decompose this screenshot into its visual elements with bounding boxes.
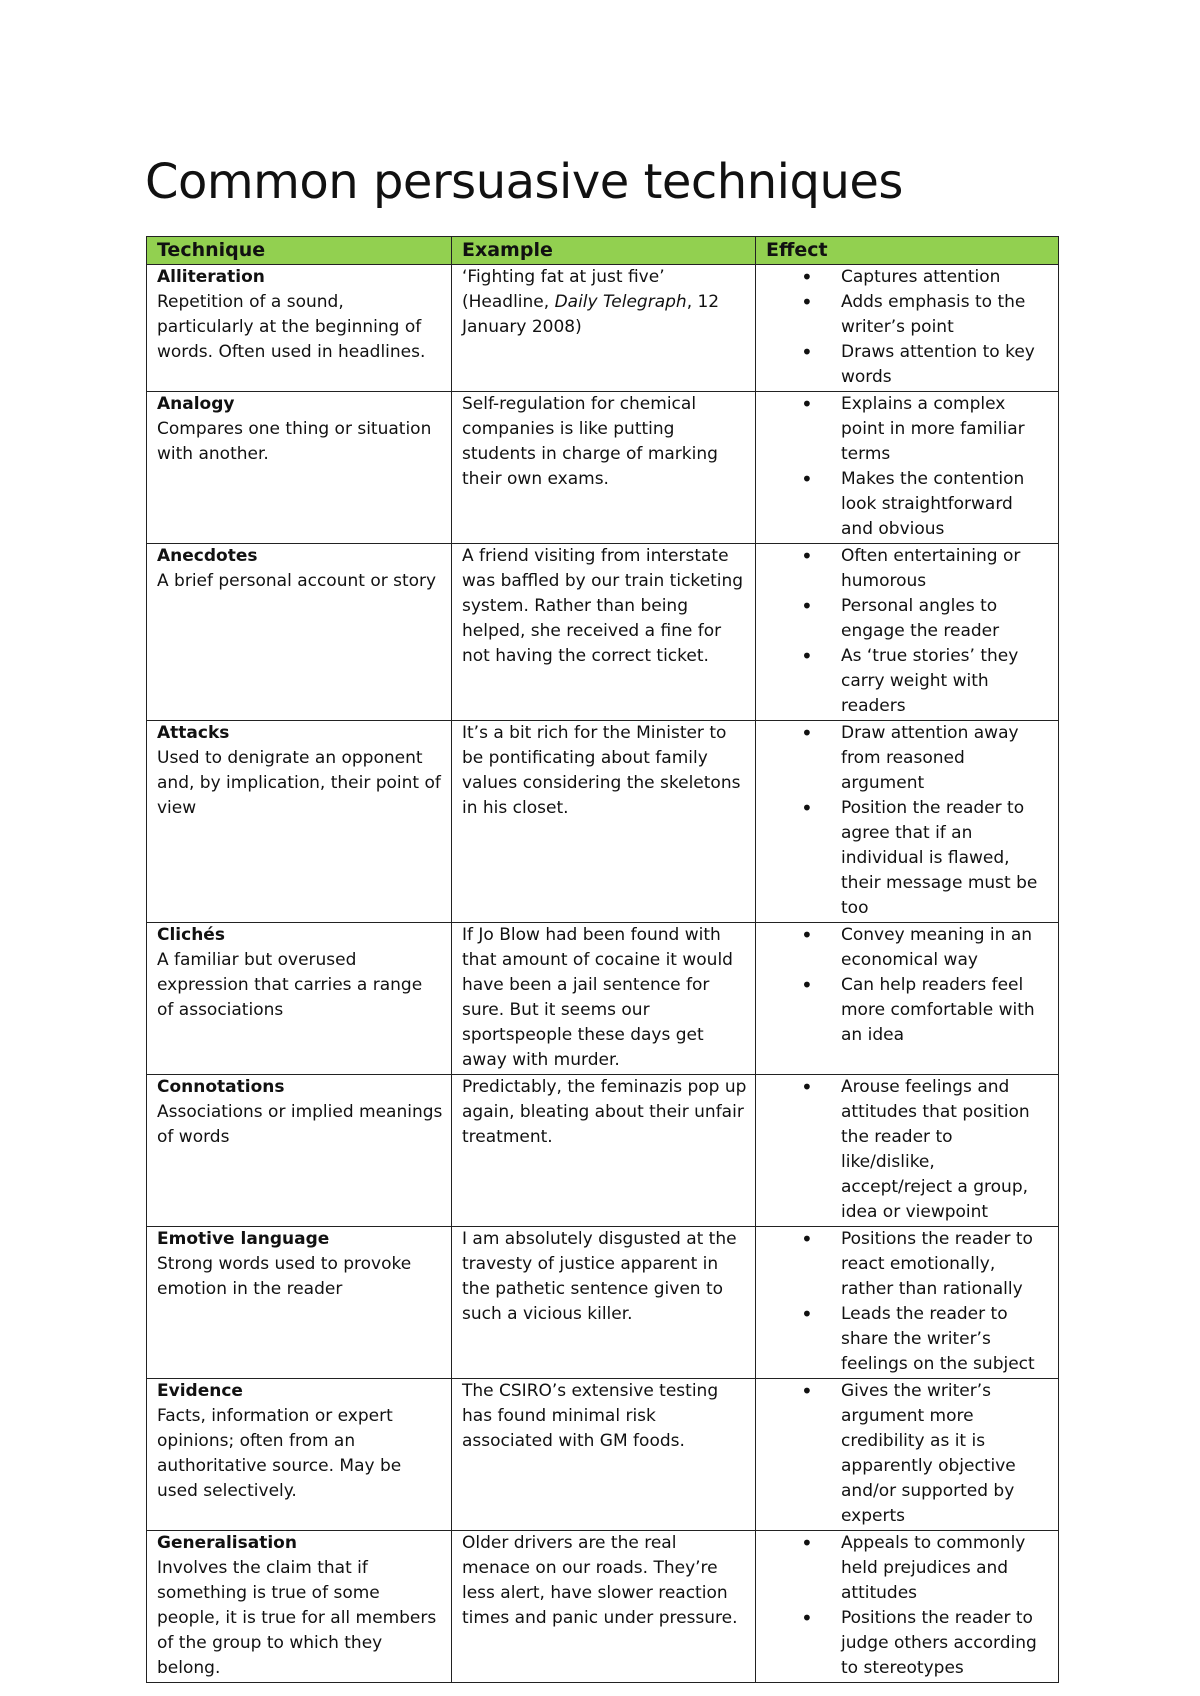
effect-list bbox=[766, 544, 1050, 719]
example-cell bbox=[452, 265, 756, 392]
effect-list bbox=[766, 1227, 1050, 1377]
table-row bbox=[147, 1531, 1059, 1683]
effect-list bbox=[766, 1075, 1050, 1225]
technique-description: A familiar but overused expression that carries a range of associations bbox=[157, 950, 423, 1020]
technique-description: Used to denigrate an opponent and, by implication, their point of view bbox=[157, 748, 441, 818]
example-text: Self-regulation for chemical companies is like putting students in charge of marking their own exams. bbox=[462, 394, 718, 489]
example-text: Older drivers are the real menace on our roads. They’re less alert, have slower reaction times and panic under pressure. bbox=[462, 1533, 738, 1628]
effect-list bbox=[766, 1379, 1050, 1529]
effect-item: • Draw attention away from reasoned argument bbox=[766, 721, 1050, 796]
effect-cell bbox=[756, 265, 1059, 392]
example-cell bbox=[452, 1075, 756, 1227]
technique-name: Clichés bbox=[157, 925, 225, 945]
header-example: Example bbox=[452, 237, 756, 265]
effect-item: • Arouse feelings and attitudes that position the reader to like/dislike, accept/reject a group, idea or viewpoint bbox=[766, 1075, 1050, 1225]
table-row bbox=[147, 1075, 1059, 1227]
techniques-table bbox=[146, 236, 1059, 1683]
effect-item: • Positions the reader to react emotionally, rather than rationally bbox=[766, 1227, 1050, 1302]
table-row bbox=[147, 544, 1059, 721]
header-effect: Effect bbox=[756, 237, 1059, 265]
effect-item: • Leads the reader to share the writer’s feelings on the subject bbox=[766, 1302, 1050, 1377]
table-row bbox=[147, 265, 1059, 392]
example-text: The CSIRO’s extensive testing has found minimal risk associated with GM foods. bbox=[462, 1381, 719, 1451]
technique-cell bbox=[147, 721, 452, 923]
technique-description: Involves the claim that if something is true of some people, it is true for all members of the group to which they belong. bbox=[157, 1558, 437, 1678]
technique-description: Associations or implied meanings of words bbox=[157, 1102, 443, 1147]
technique-name: Generalisation bbox=[157, 1533, 297, 1553]
technique-cell bbox=[147, 1379, 452, 1531]
effect-item: • Makes the contention look straightforward and obvious bbox=[766, 467, 1050, 542]
effect-list bbox=[766, 265, 1050, 390]
effect-item: • Adds emphasis to the writer’s point bbox=[766, 290, 1050, 340]
example-cell bbox=[452, 721, 756, 923]
effect-item: • Position the reader to agree that if an individual is flawed, their message must be too bbox=[766, 796, 1050, 921]
example-text-start: ‘Fighting fat at just five’ (Headline, bbox=[462, 267, 665, 312]
example-text: It’s a bit rich for the Minister to be pontificating about family values considering the skeletons in his closet. bbox=[462, 723, 741, 818]
technique-description: Facts, information or expert opinions; often from an authoritative source. May be used selectively. bbox=[157, 1406, 402, 1501]
technique-name: Evidence bbox=[157, 1381, 243, 1401]
effect-item: • Explains a complex point in more familiar terms bbox=[766, 392, 1050, 467]
technique-name: Analogy bbox=[157, 394, 235, 414]
example-text: I am absolutely disgusted at the travesty of justice apparent in the pathetic sentence given to such a vicious killer. bbox=[462, 1229, 737, 1324]
example-cell bbox=[452, 1379, 756, 1531]
example-text: If Jo Blow had been found with that amount of cocaine it would have been a jail sentence for sure. But it seems our sportspeople these days get away with murder. bbox=[462, 925, 733, 1070]
table-row bbox=[147, 923, 1059, 1075]
effect-cell bbox=[756, 721, 1059, 923]
table-row bbox=[147, 1379, 1059, 1531]
effect-cell bbox=[756, 1227, 1059, 1379]
technique-description: Compares one thing or situation with another. bbox=[157, 419, 432, 464]
example-cell bbox=[452, 923, 756, 1075]
technique-description: Strong words used to provoke emotion in the reader bbox=[157, 1254, 412, 1299]
example-source-italic: Daily Telegraph bbox=[554, 292, 687, 312]
effect-cell bbox=[756, 544, 1059, 721]
example-cell bbox=[452, 392, 756, 544]
effect-item: • Draws attention to key words bbox=[766, 340, 1050, 390]
example-text: Predictably, the feminazis pop up again, bleating about their unfair treatment. bbox=[462, 1077, 747, 1147]
example-cell bbox=[452, 1227, 756, 1379]
technique-name: Alliteration bbox=[157, 267, 265, 287]
effect-item: • As ‘true stories’ they carry weight with readers bbox=[766, 644, 1050, 719]
effect-cell bbox=[756, 1379, 1059, 1531]
effect-item: • Convey meaning in an economical way bbox=[766, 923, 1050, 973]
effect-cell bbox=[756, 923, 1059, 1075]
example-text-end: , 12 January 2008) bbox=[462, 292, 720, 337]
technique-description: A brief personal account or story bbox=[157, 571, 437, 591]
table-row bbox=[147, 721, 1059, 923]
technique-name: Connotations bbox=[157, 1077, 285, 1097]
header-technique: Technique bbox=[147, 237, 452, 265]
effect-item: • Often entertaining or humorous bbox=[766, 544, 1050, 594]
technique-cell bbox=[147, 265, 452, 392]
technique-cell bbox=[147, 544, 452, 721]
effect-list bbox=[766, 923, 1050, 1048]
technique-name: Anecdotes bbox=[157, 546, 258, 566]
technique-cell bbox=[147, 1075, 452, 1227]
table-row bbox=[147, 392, 1059, 544]
technique-cell bbox=[147, 392, 452, 544]
technique-cell bbox=[147, 923, 452, 1075]
effect-list bbox=[766, 721, 1050, 921]
example-cell bbox=[452, 544, 756, 721]
technique-cell bbox=[147, 1531, 452, 1683]
example-text: A friend visiting from interstate was baffled by our train ticketing system. Rather than being helped, she received a fine for not having the correct ticket. bbox=[462, 546, 744, 666]
technique-name: Emotive language bbox=[157, 1229, 330, 1249]
example-cell bbox=[452, 1531, 756, 1683]
effect-item: • Positions the reader to judge others according to stereotypes bbox=[766, 1606, 1050, 1681]
effect-item: • Personal angles to engage the reader bbox=[766, 594, 1050, 644]
table-row bbox=[147, 1227, 1059, 1379]
technique-cell bbox=[147, 1227, 452, 1379]
table-header-row bbox=[147, 237, 1059, 265]
effect-cell bbox=[756, 392, 1059, 544]
effect-list bbox=[766, 392, 1050, 542]
effect-item: • Appeals to commonly held prejudices and attitudes bbox=[766, 1531, 1050, 1606]
technique-description: Repetition of a sound, particularly at the beginning of words. Often used in headlines. bbox=[157, 292, 426, 362]
effect-item: • Can help readers feel more comfortable with an idea bbox=[766, 973, 1050, 1048]
effect-item: • Gives the writer’s argument more credibility as it is apparently objective and/or supported by experts bbox=[766, 1379, 1050, 1529]
technique-name: Attacks bbox=[157, 723, 230, 743]
effect-cell bbox=[756, 1075, 1059, 1227]
page-title: Common persuasive techniques bbox=[145, 154, 903, 210]
effect-list bbox=[766, 1531, 1050, 1681]
effect-cell bbox=[756, 1531, 1059, 1683]
example-text bbox=[462, 265, 747, 340]
effect-item: • Captures attention bbox=[766, 265, 1050, 290]
